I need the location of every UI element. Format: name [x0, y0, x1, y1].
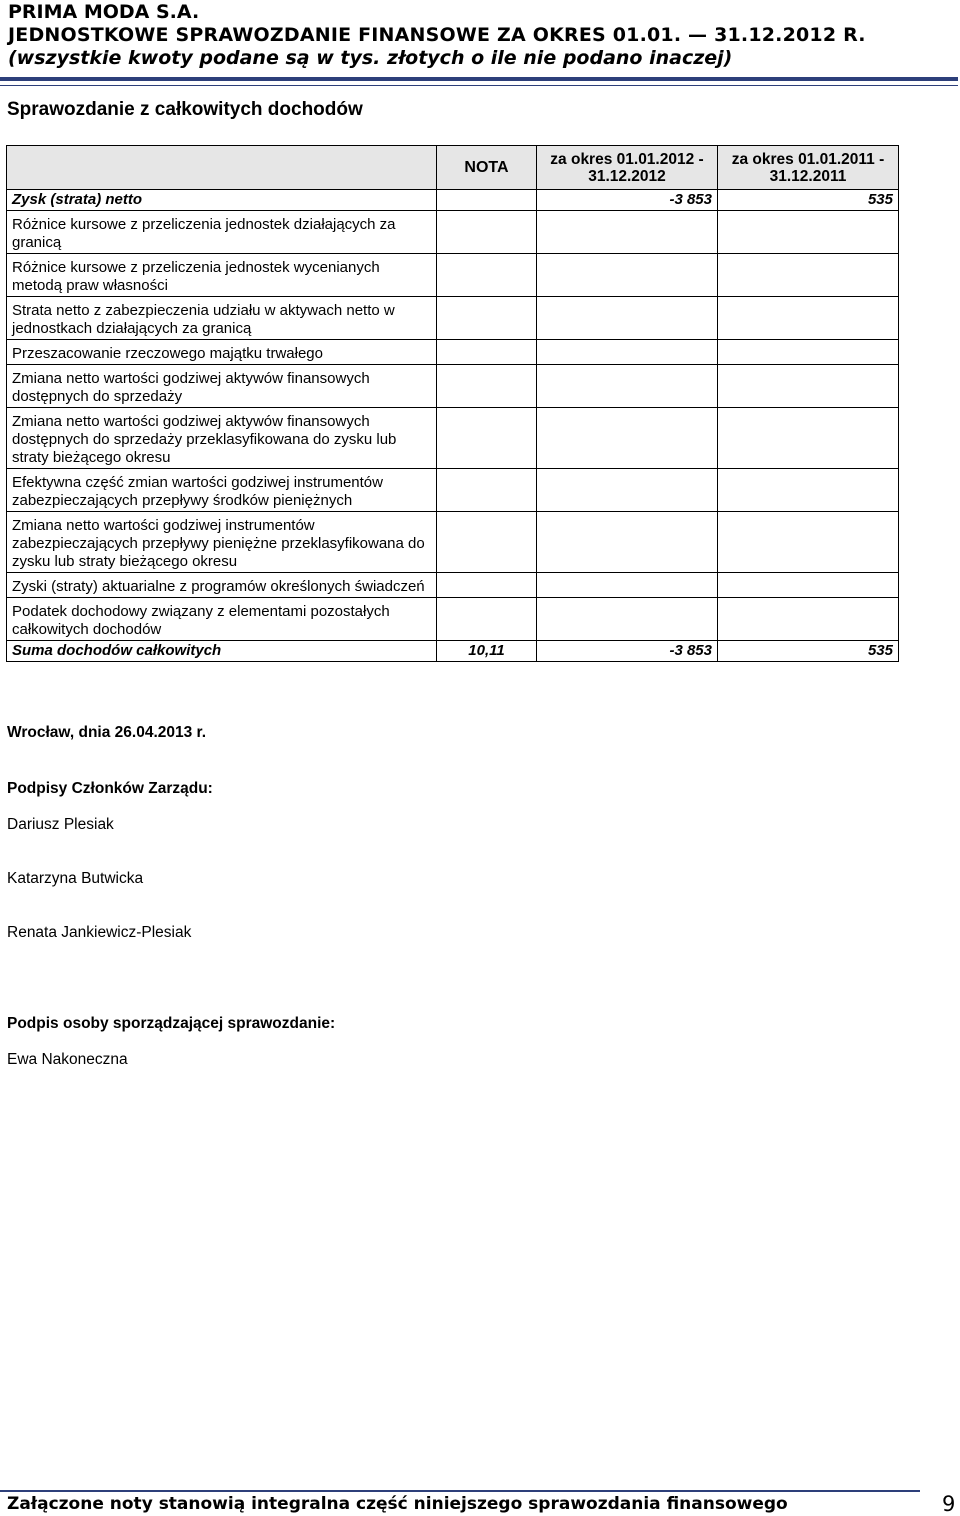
value-2012	[537, 469, 718, 512]
value-2011	[718, 340, 899, 365]
table-row	[7, 598, 899, 641]
company-name: PRIMA MODA S.A.	[8, 1, 200, 23]
board-member: Dariusz Plesiak	[7, 816, 114, 833]
value-2012	[537, 573, 718, 598]
table-row	[7, 297, 899, 340]
income-statement-table	[6, 145, 899, 662]
value-2011: 535	[718, 641, 899, 662]
value-2012	[537, 598, 718, 641]
preparer-title: Podpis osoby sporządzającej sprawozdanie:	[7, 1015, 336, 1032]
header-rule	[0, 77, 958, 81]
value-2012: -3 853	[537, 641, 718, 662]
header-period-2012: za okres 01.01.2012 - 31.12.2012	[537, 146, 718, 190]
value-2012	[537, 340, 718, 365]
row-label: Różnice kursowe z przeliczenia jednostek wycenianych metodą praw własności	[7, 254, 437, 297]
row-note	[437, 297, 537, 340]
row-label: Różnice kursowe z przeliczenia jednostek działających za granicą	[7, 211, 437, 254]
section-title: Sprawozdanie z całkowitych dochodów	[7, 99, 363, 120]
table-row	[7, 254, 899, 297]
header-label-cell	[7, 146, 437, 190]
amounts-note: (wszystkie kwoty podane są w tys. złotych o ile nie podano inaczej)	[8, 47, 733, 69]
row-note	[437, 598, 537, 641]
row-note: 10,11	[437, 641, 537, 662]
footer-text: Załączone noty stanowią integralna część niniejszego sprawozdania finansowego	[7, 1494, 788, 1514]
value-2011	[718, 408, 899, 469]
row-note	[437, 365, 537, 408]
value-2011	[718, 365, 899, 408]
row-note	[437, 190, 537, 211]
value-2012	[537, 254, 718, 297]
row-note	[437, 254, 537, 297]
table-row	[7, 573, 899, 598]
table-row	[7, 512, 899, 573]
value-2012	[537, 512, 718, 573]
board-member: Renata Jankiewicz-Plesiak	[7, 924, 192, 941]
row-label: Zyski (straty) aktuarialne z programów określonych świadczeń	[7, 573, 437, 598]
table-row	[7, 211, 899, 254]
value-2011	[718, 598, 899, 641]
header-period-2011: za okres 01.01.2011 - 31.12.2011	[718, 146, 899, 190]
value-2012	[537, 297, 718, 340]
row-note	[437, 211, 537, 254]
row-label: Zmiana netto wartości godziwej aktywów finansowych dostępnych do sprzedaży przeklasyfikowana do zysku lub straty bieżącego okresu	[7, 408, 437, 469]
header-nota: NOTA	[437, 146, 537, 190]
value-2011: 535	[718, 190, 899, 211]
table-header-row	[7, 146, 899, 190]
footer-rule	[0, 1490, 920, 1492]
value-2011	[718, 573, 899, 598]
table-row	[7, 365, 899, 408]
report-title: JEDNOSTKOWE SPRAWOZDANIE FINANSOWE ZA OKRES 01.01. — 31.12.2012 R.	[8, 24, 866, 46]
row-label: Zmiana netto wartości godziwej aktywów finansowych dostępnych do sprzedaży	[7, 365, 437, 408]
row-label: Strata netto z zabezpieczenia udziału w aktywach netto w jednostkach działających za granicą	[7, 297, 437, 340]
page-number: 9	[942, 1492, 956, 1516]
board-signatures-title: Podpisy Członków Zarządu:	[7, 780, 213, 797]
board-member: Katarzyna Butwicka	[7, 870, 144, 887]
value-2011	[718, 211, 899, 254]
value-2011	[718, 297, 899, 340]
value-2011	[718, 254, 899, 297]
preparer-name: Ewa Nakoneczna	[7, 1051, 128, 1068]
table-row	[7, 340, 899, 365]
row-note	[437, 573, 537, 598]
row-label: Zmiana netto wartości godziwej instrumentów zabezpieczających przepływy pieniężne przeklasyfikowana do zysku lub straty bieżącego okresu	[7, 512, 437, 573]
row-note	[437, 469, 537, 512]
table-row	[7, 469, 899, 512]
net-profit-row	[7, 190, 899, 211]
value-2011	[718, 469, 899, 512]
row-note	[437, 340, 537, 365]
total-row	[7, 641, 899, 662]
row-label: Przeszacowanie rzeczowego majątku trwałego	[7, 340, 437, 365]
row-label: Podatek dochodowy związany z elementami pozostałych całkowitych dochodów	[7, 598, 437, 641]
row-note	[437, 408, 537, 469]
table-row	[7, 408, 899, 469]
place-date: Wrocław, dnia 26.04.2013 r.	[7, 724, 207, 741]
value-2011	[718, 512, 899, 573]
row-note	[437, 512, 537, 573]
row-label: Suma dochodów całkowitych	[7, 641, 437, 662]
row-label: Zysk (strata) netto	[7, 190, 437, 211]
header-rule-thin	[0, 85, 958, 86]
value-2012	[537, 211, 718, 254]
row-label: Efektywna część zmian wartości godziwej instrumentów zabezpieczających przepływy środków pieniężnych	[7, 469, 437, 512]
value-2012	[537, 408, 718, 469]
value-2012: -3 853	[537, 190, 718, 211]
value-2012	[537, 365, 718, 408]
